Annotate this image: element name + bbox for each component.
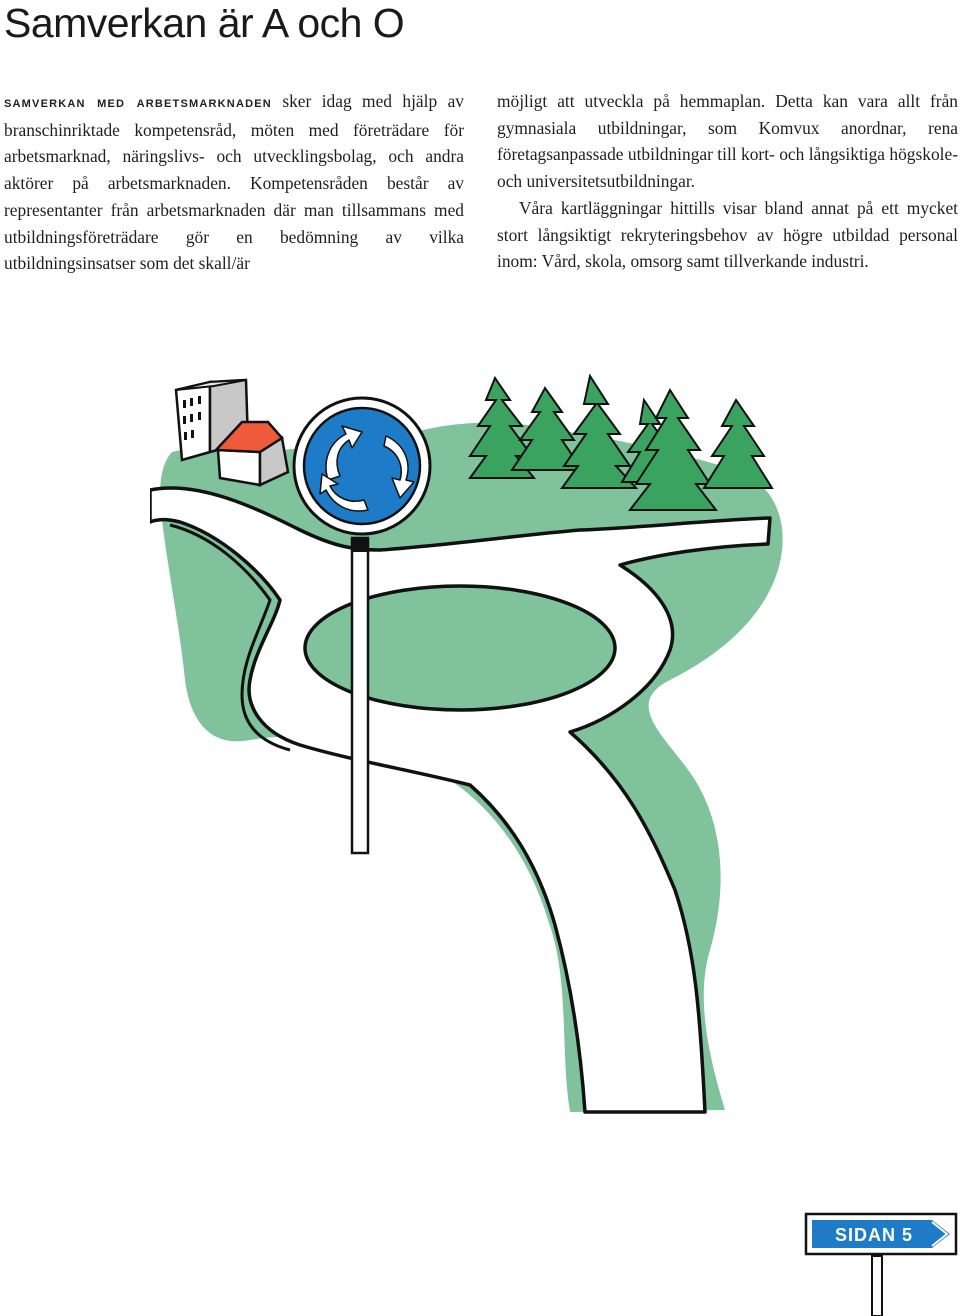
roundabout-illustration [150, 360, 810, 1120]
page-sign [804, 1212, 960, 1316]
page-number: SIDAN 5 [834, 1225, 914, 1245]
left-column [4, 88, 464, 277]
right-paragraph-1: möjligt att utveckla på hemmaplan. Detta kan vara allt från gymnasiala utbildningar, som Komvux anordnar, rena företagsanpassade utbildningar till kort- och långsiktiga högskole- och universitetsutbildningar. [497, 91, 958, 192]
left-paragraph [4, 88, 464, 277]
tree [704, 400, 772, 488]
page-title: Samverkan är A och O [4, 0, 405, 46]
right-column [497, 88, 958, 275]
lead-in: samverkan med arbetsmarknaden [4, 94, 272, 111]
right-paragraph-2: Våra kartläggningar hittills visar bland annat på ett mycket stort långsiktigt rekryteringsbehov av högre utbildad personal inom: Vård, skola, omsorg samt tillverkande industri. [497, 197, 958, 272]
left-text: sker idag med hjälp av branschinriktade kompetensråd, möten med företrädare för arbetsmarknad, näringslivs- och utvecklingsbolag, och andra aktörer på arbetsmarknaden. Kompetensråden består av representanter från arbetsmarknaden där man tillsammans med utbildningsföreträdare gör en bedömning av vilka utbildningsinsatser som det skall/är [4, 91, 464, 274]
